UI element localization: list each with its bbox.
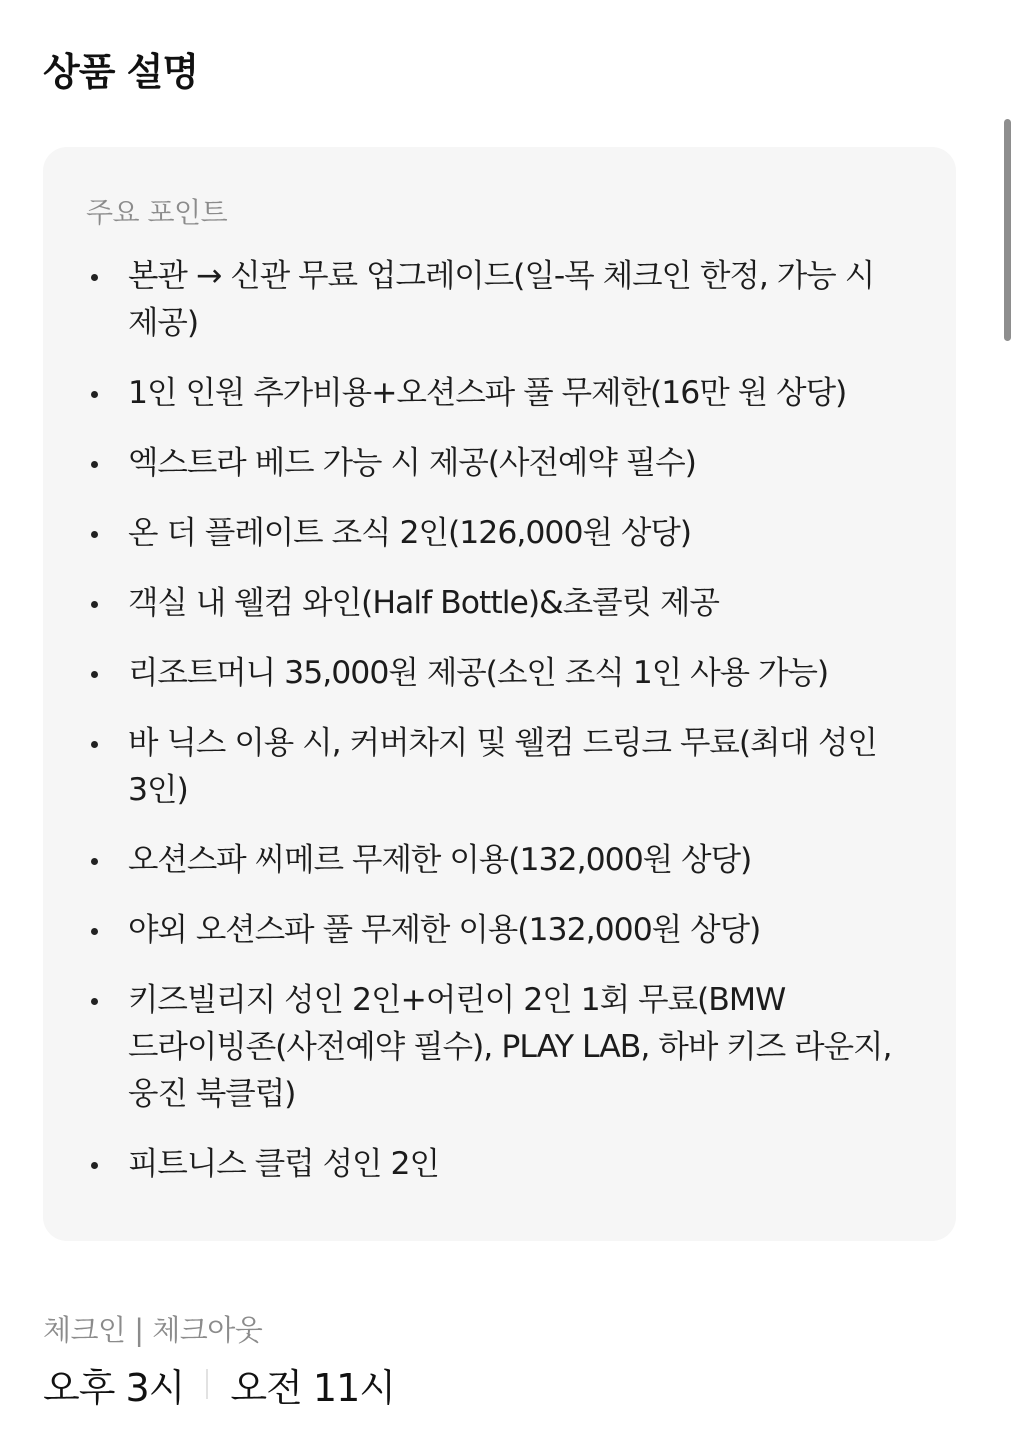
highlight-item: 오션스파 씨메르 무제한 이용(132,000원 상당) — [86, 837, 916, 884]
highlight-item: 1인 인원 추가비용+오션스파 풀 무제한(16만 원 상당) — [86, 370, 916, 417]
checkin-time: 오후 3시 — [43, 1365, 185, 1410]
highlight-item: 리조트머니 35,000원 제공(소인 조식 1인 사용 가능) — [86, 650, 916, 697]
highlight-item: 온 더 플레이트 조식 2인(126,000원 상당) — [86, 510, 916, 557]
checkout-time: 오전 11시 — [230, 1365, 395, 1410]
highlights-list — [86, 253, 916, 1188]
highlight-item: 바 닉스 이용 시, 커버차지 및 웰컴 드링크 무료(최대 성인 3인) — [86, 720, 916, 814]
checkin-checkout-times — [43, 1356, 395, 1412]
time-divider — [206, 1369, 208, 1399]
checkin-checkout-label: 체크인 | 체크아웃 — [43, 1313, 263, 1347]
highlights-heading: 주요 포인트 — [86, 196, 228, 229]
highlight-item: 객실 내 웰컴 와인(Half Bottle)&초콜릿 제공 — [86, 580, 916, 627]
highlight-item: 야외 오션스파 풀 무제한 이용(132,000원 상당) — [86, 907, 916, 954]
highlights-card — [43, 147, 956, 1241]
highlight-item: 피트니스 클럽 성인 2인 — [86, 1141, 916, 1188]
section-title: 상품 설명 — [43, 50, 199, 94]
scrollbar[interactable] — [1004, 119, 1011, 341]
highlight-item: 엑스트라 베드 가능 시 제공(사전예약 필수) — [86, 440, 916, 487]
highlight-item: 키즈빌리지 성인 2인+어린이 2인 1회 무료(BMW 드라이빙존(사전예약 필수), PLAY LAB, 하바 키즈 라운지, 웅진 북클럽) — [86, 977, 916, 1118]
highlight-item: 본관 → 신관 무료 업그레이드(일-목 체크인 한정, 가능 시 제공) — [86, 253, 916, 347]
